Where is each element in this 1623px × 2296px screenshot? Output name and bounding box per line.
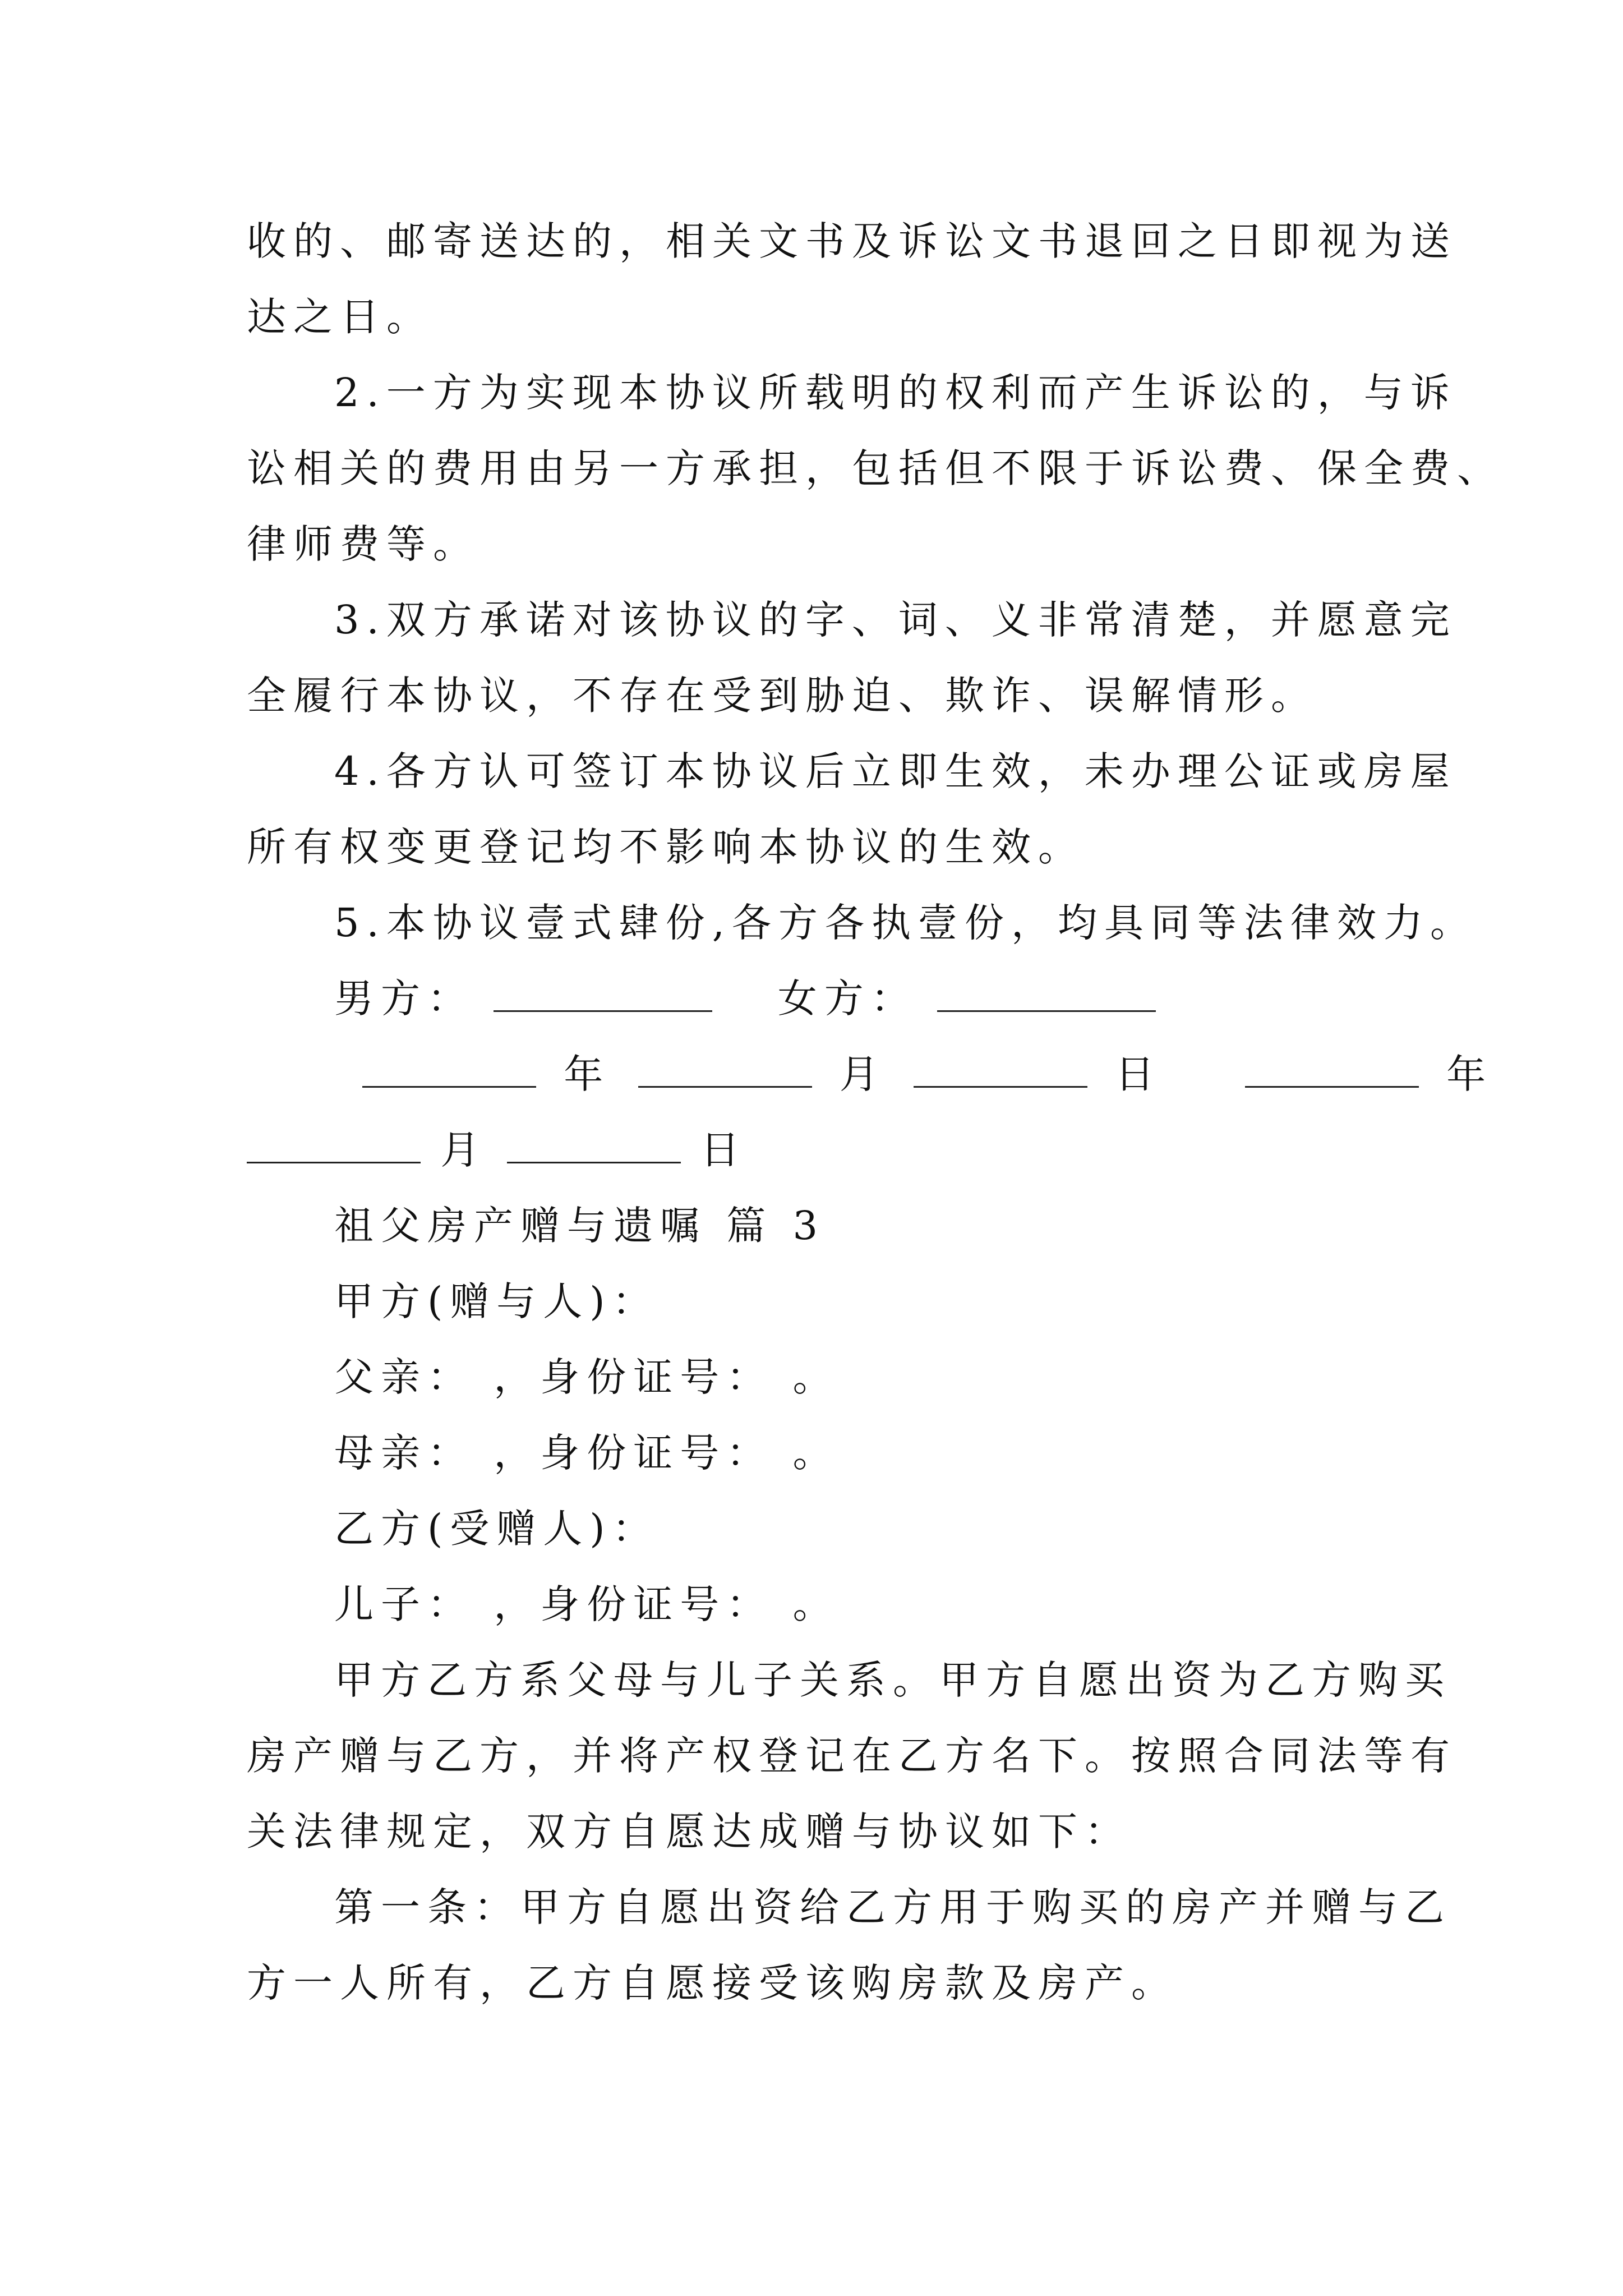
text-line: 5.本协议壹式肆份,各方各执壹份，均具同等法律效力。	[334, 900, 1477, 946]
text-line: 讼相关的费用由另一方承担，包括但不限于诉讼费、保全费、	[247, 445, 1504, 491]
father-line: 父亲： ，身份证号： 。	[334, 1354, 840, 1400]
text-line: 甲方乙方系父母与儿子关系。甲方自愿出资为乙方购买	[334, 1657, 1451, 1703]
son-line: 儿子： ，身份证号： 。	[334, 1581, 840, 1627]
signature-row	[334, 973, 1156, 1024]
day-blank	[507, 1128, 681, 1163]
year-blank	[362, 1052, 536, 1088]
month-label: 月	[839, 1051, 886, 1097]
text-line: 方一人所有，乙方自愿接受该购房款及房产。	[247, 1960, 1178, 2006]
text-line: 达之日。	[247, 294, 433, 340]
day-blank	[914, 1052, 1087, 1088]
mother-line: 母亲： ，身份证号： 。	[334, 1430, 840, 1476]
year-label: 年	[564, 1051, 611, 1097]
day-label: 日	[700, 1127, 747, 1173]
section-title: 祖父房产赠与遗嘱 篇 3	[334, 1203, 826, 1249]
month-label: 月	[440, 1127, 487, 1173]
male-signature-blank	[494, 977, 712, 1012]
day-label: 日	[1115, 1051, 1162, 1097]
female-signature-blank	[937, 977, 1156, 1012]
text-line: 房产赠与乙方，并将产权登记在乙方名下。按照合同法等有	[247, 1733, 1457, 1779]
year-label: 年	[1446, 1051, 1493, 1097]
text-line: 第一条：甲方自愿出资给乙方用于购买的房产并赠与乙	[334, 1884, 1451, 1930]
date-row	[362, 1049, 1501, 1099]
text-line: 收的、邮寄送达的，相关文书及诉讼文书退回之日即视为送	[247, 218, 1457, 264]
text-line: 律师费等。	[247, 521, 479, 567]
female-label: 女方：	[777, 976, 917, 1022]
text-line: 3.双方承诺对该协议的字、词、义非常清楚，并愿意完	[334, 597, 1457, 643]
date-row	[247, 1125, 747, 1175]
text-line: 关法律规定，双方自愿达成赠与协议如下：	[247, 1809, 1131, 1855]
text-line: 4.各方认可签订本协议后立即生效，未办理公证或房屋	[334, 748, 1457, 794]
text-line: 所有权变更登记均不影响本协议的生效。	[247, 824, 1085, 870]
month-blank	[247, 1128, 421, 1163]
text-line: 全履行本协议，不存在受到胁迫、欺诈、误解情形。	[247, 673, 1317, 719]
male-label: 男方：	[334, 976, 474, 1022]
party-a-label: 甲方(赠与人)：	[334, 1278, 659, 1324]
party-b-label: 乙方(受赠人)：	[334, 1506, 659, 1552]
text-line: 2.一方为实现本协议所载明的权利而产生诉讼的，与诉	[334, 370, 1457, 416]
year-blank	[1245, 1052, 1419, 1088]
month-blank	[638, 1052, 812, 1088]
